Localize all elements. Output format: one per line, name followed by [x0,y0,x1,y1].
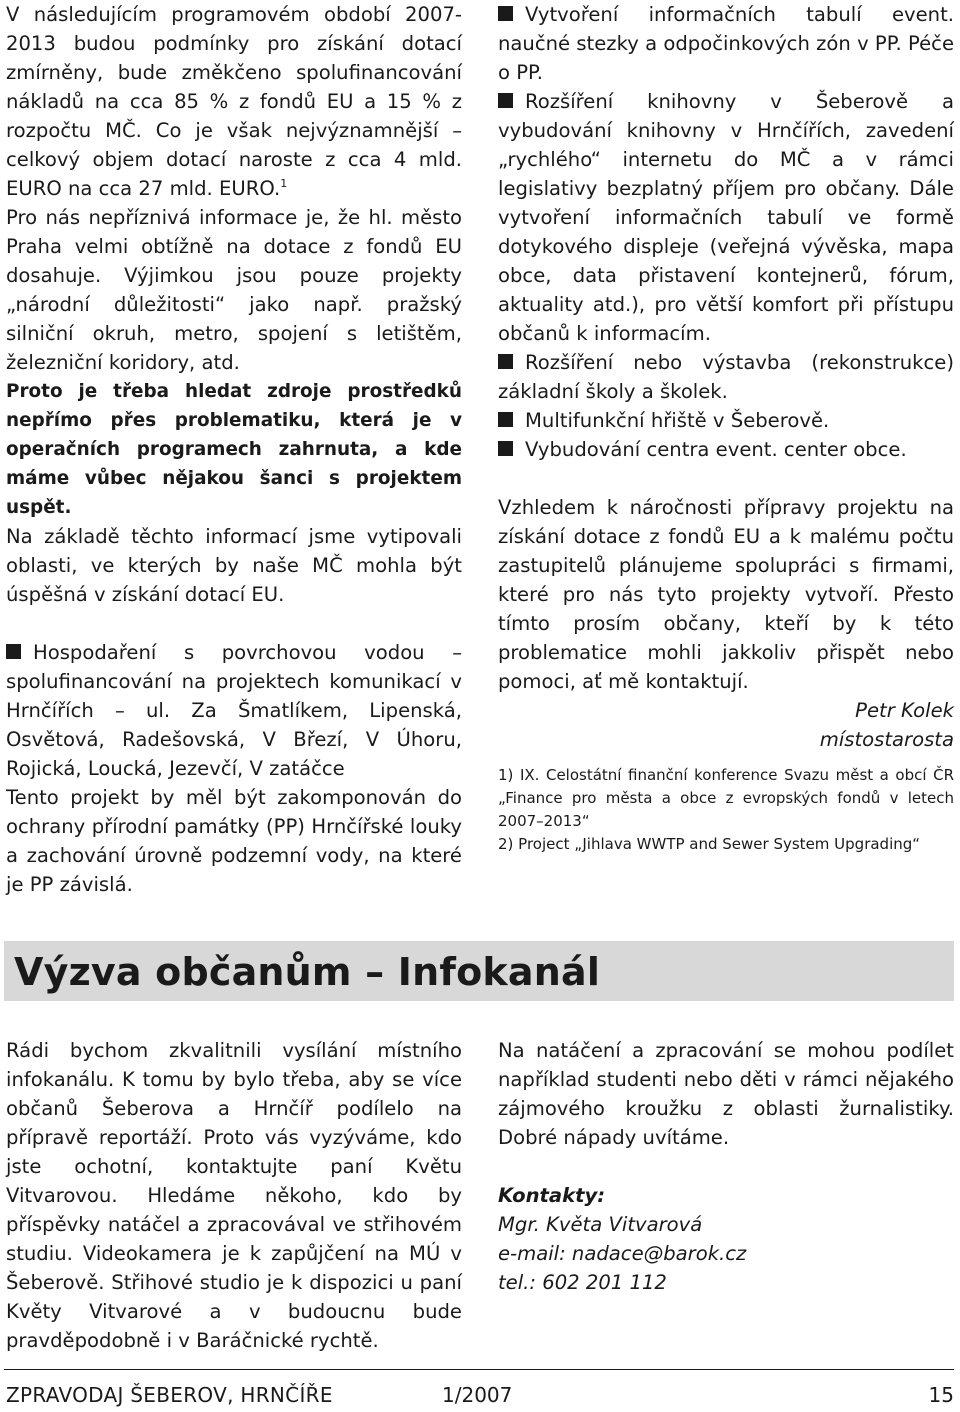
contact-name: Mgr. Květa Vitvarová [498,1213,703,1236]
footnote: 1) IX. Celostátní finanční konference Svazu měst a obcí ČR „Finance pro města a obce z evropských fondů v letech 2007–2013“ [498,766,954,830]
bullet-item [498,435,954,464]
paragraph: Vzhledem k náročnosti přípravy projektu na získání dotace z fondů EU a k malému počtu zastupitelů plánujeme spolupráci s firmami, které pro nás tyto projekty vytvoří. Přesto tímto prosím občany, kteří by k této problematice mohli jakkoliv přispět nebo pomoci, ať mě kontaktují. [498,496,954,693]
section2-left-column [6,1036,462,1355]
signature-role: místostarosta [819,728,954,751]
contact-phone: tel.: 602 201 112 [498,1271,667,1294]
square-bullet-icon [6,644,21,659]
footer-divider [4,1369,954,1370]
bullet-text: Vytvoření informačních tabulí event. naučné stezky a odpočinkových zón v PP. Péče o PP. [498,3,954,84]
bullet-item [498,406,954,435]
footnote: 2) Project „Jihlava WWTP and Sewer System Upgrading“ [498,835,921,853]
publication-name: ZPRAVODAJ ŠEBEROV, HRNČÍŘE [6,1383,333,1407]
bullet-text: Multifunkční hřiště v Šeberově. [525,409,830,432]
paragraph: Rádi bychom zkvalitnili vysílání místního infokanálu. K tomu by bylo třeba, aby se více občanů Šeberova a Hrnčíř podílelo na přípravě reportáží. Proto vás vyzýváme, kdo jste ochotní, kontaktujte paní Květu Vitvarovou. Hledáme někoho, kdo by příspěvky natáčel a zpracovával ve střihovém studiu. Videokamera je k zapůjčení na MÚ v Šeberově. Střihové studio je k dispozici u paní Květy Vitvarové a v budoucnu bude pravděpodobně i v Baráčnické rychtě. [6,1039,462,1352]
paragraph-text: V následujícím programovém období 2007-2013 budou podmínky pro získání dotací zmírněny, bude změkčeno spolufinancování nákladů na cca 85 % z fondů EU a 15 % z rozpočtu MČ. Co je však nejvýznamnější – celkový objem dotací naroste z cca 4 mld. EURO na cca 27 mld. EURO. [6,3,462,200]
square-bullet-icon [498,6,513,21]
section-title-banner [4,941,954,1001]
article-left-column [6,0,462,899]
spacer [498,754,954,764]
section-title: Výzva občanům – Infokanál [14,950,601,994]
square-bullet-icon [498,354,513,369]
paragraph [6,0,462,203]
section2-right-column [498,1036,954,1297]
signature-name: Petr Kolek [855,699,954,722]
spacer [498,1152,954,1181]
page-number: 15 [928,1383,954,1407]
square-bullet-icon [498,441,513,456]
spacer [498,464,954,493]
article-right-column [498,0,954,856]
bullet-item [6,638,462,783]
paragraph: Tento projekt by měl být zakomponován do ochrany přírodní památky (PP) Hrnčířské louky a zachování úrovně podzemní vody, na které je PP závislá. [6,786,462,896]
contacts-label: Kontakty: [498,1184,606,1207]
paragraph: Na základě těchto informací jsme vytipovali oblasti, ve kterých by naše MČ mohla být úspěšná v získání dotací EU. [6,525,462,606]
square-bullet-icon [498,93,513,108]
bullet-item [498,348,954,406]
bullet-item [498,0,954,87]
bullet-item [498,87,954,348]
bullet-text: Vybudování centra event. center obce. [525,438,907,461]
bullet-text: Rozšíření nebo výstavba (rekonstrukce) základní školy a školek. [498,351,954,403]
paragraph: Pro nás nepříznivá informace je, že hl. město Praha velmi obtížně na dotace z fondů EU dosahuje. Výjimkou jsou pouze projekty „národní důležitosti“ jako např. pražský silniční okruh, metro, spojení s letištěm, železniční koridory, atd. [6,206,462,374]
spacer [6,609,462,638]
bold-paragraph: Proto je třeba hledat zdroje prostředků nepřímo přes problematiku, která je v operačních programech zahrnuta, a kde máme vůbec nějakou šanci s projektem uspět. [6,381,462,518]
page-footer [6,1380,954,1410]
bullet-text: Rozšíření knihovny v Šeberově a vybudování knihovny v Hrnčířích, zavedení „rychlého“ internetu do MČ a v rámci legislativy bezplatný příjem pro občany. Dále vytvoření informačních tabulí ve formě dotykového displeje (veřejná vývěska, mapa obce, data přistavení kontejnerů, fórum, aktuality atd.), pro větší komfort při přístupu občanů k informacím. [498,90,954,345]
contact-email: e-mail: nadace@barok.cz [498,1242,747,1265]
square-bullet-icon [498,412,513,427]
issue-number: 1/2007 [442,1383,513,1407]
footnote-marker: 1 [280,177,288,190]
paragraph: Na natáčení a zpracování se mohou podílet například studenti nebo děti v rámci nějakého zájmového kroužku z oblasti žurnalistiky. Dobré nápady uvítáme. [498,1039,954,1149]
bullet-text: Hospodaření s povrchovou vodou – spolufinancování na projektech komunikací v Hrnčířích – ul. Za Šmatlíkem, Lipenská, Osvětová, Radešovská, V Březí, V Úhoru, Rojická, Loucká, Jezevčí, V zatáčce [6,641,462,780]
